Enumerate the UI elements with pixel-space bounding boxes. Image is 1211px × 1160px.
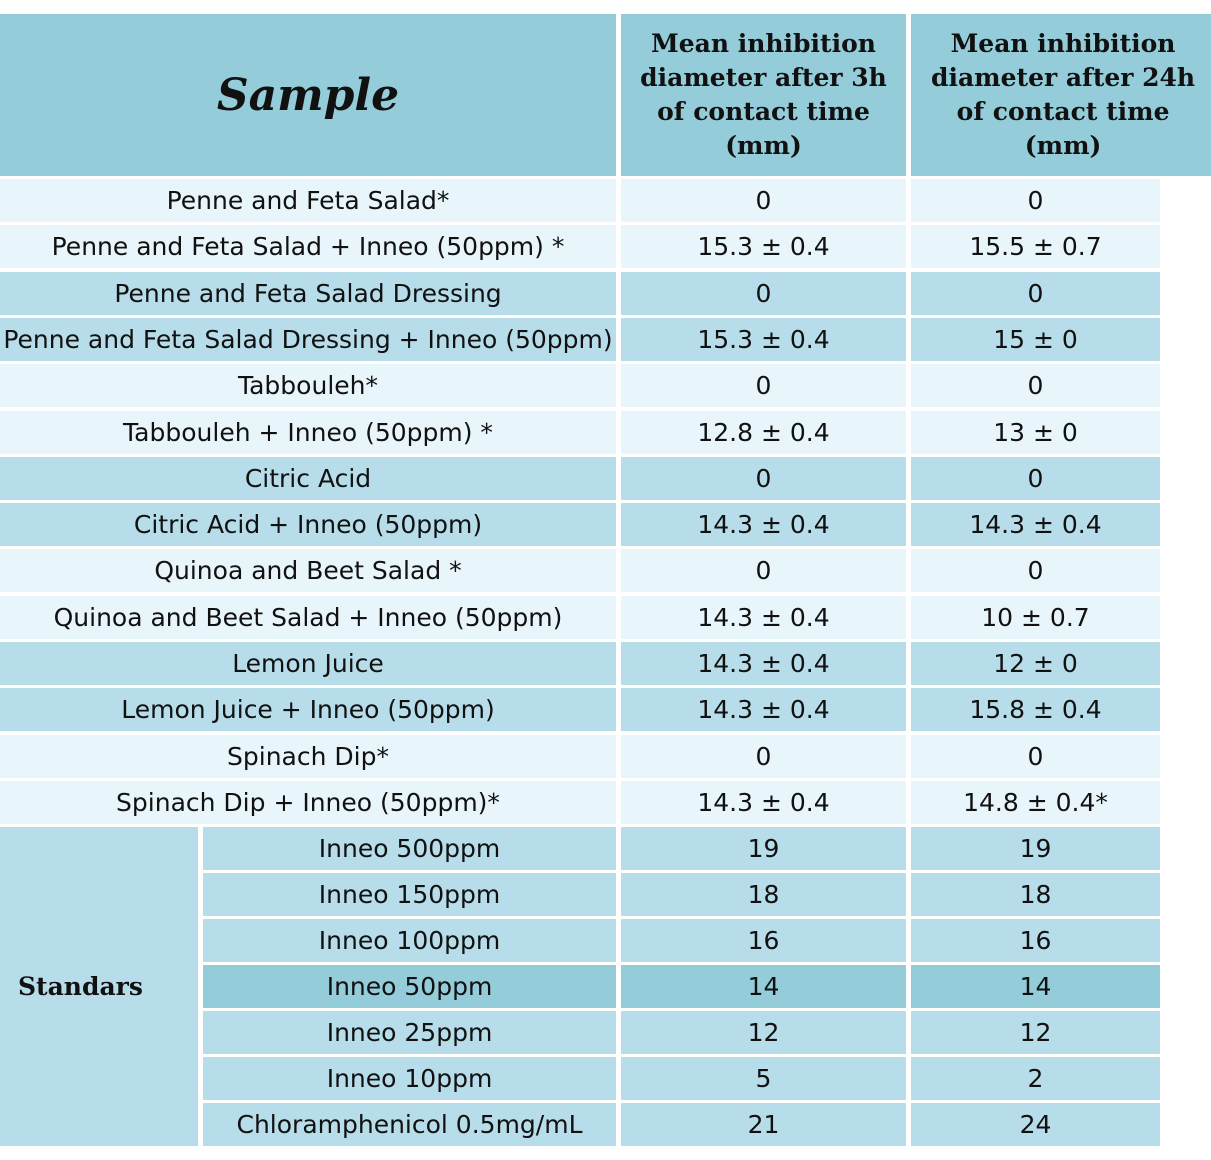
standard-24h-cell (911, 965, 1160, 1008)
inhibition-24h-cell (911, 642, 1160, 685)
inhibition-24h-cell (911, 364, 1160, 407)
sample-cell (0, 549, 616, 592)
standard-sample-cell (203, 1103, 616, 1146)
inhibition-24h-cell-text: 15.5 ± 0.7 (969, 232, 1102, 261)
standard-3h-cell-text: 18 (747, 880, 780, 909)
sample-cell (0, 364, 616, 407)
standard-sample-cell (203, 919, 616, 962)
inhibition-3h-column-header (621, 14, 906, 176)
sample-cell-text: Lemon Juice (232, 649, 384, 678)
standard-24h-cell-text: 12 (1019, 1018, 1052, 1047)
sample-cell (0, 225, 616, 268)
inhibition-3h-cell (621, 411, 906, 454)
standard-3h-cell (621, 1103, 906, 1146)
sample-cell-text: Citric Acid (244, 464, 372, 493)
inhibition-24h-cell (911, 457, 1160, 500)
standard-24h-cell-text: 14 (1019, 972, 1052, 1001)
standard-24h-cell-text: 24 (1019, 1110, 1052, 1139)
standard-24h-cell (911, 1103, 1160, 1146)
sample-cell-text: Citric Acid + Inneo (50ppm) (133, 510, 483, 539)
sample-cell-text: Penne and Feta Salad* (166, 186, 450, 215)
inhibition-3h-cell (621, 549, 906, 592)
sample-cell (0, 457, 616, 500)
inhibition-24h-cell (911, 503, 1160, 546)
sample-cell-text: Penne and Feta Salad Dressing (114, 279, 502, 308)
sample-header-label: Sample (216, 69, 400, 121)
standard-sample-cell-text: Inneo 100ppm (318, 926, 501, 955)
inhibition-24h-header-label: Mean inhibition diameter after 24h of contact time (mm) (931, 29, 1196, 160)
standard-sample-cell (203, 873, 616, 916)
inhibition-3h-header-label: Mean inhibition diameter after 3h of contact time (mm) (640, 29, 887, 160)
sample-cell-text: Penne and Feta Salad + Inneo (50ppm) * (51, 232, 565, 261)
inhibition-3h-cell (621, 179, 906, 222)
inhibition-24h-cell (911, 688, 1160, 731)
standard-3h-cell-text: 19 (747, 834, 780, 863)
inhibition-24h-cell-text: 10 ± 0.7 (981, 603, 1090, 632)
sample-cell-text: Spinach Dip* (227, 742, 389, 771)
sample-cell (0, 688, 616, 731)
inhibition-3h-cell-text: 14.3 ± 0.4 (697, 649, 830, 678)
inhibition-3h-cell (621, 596, 906, 639)
inhibition-3h-cell-text: 0 (755, 371, 772, 400)
inhibition-3h-cell-text: 12.8 ± 0.4 (697, 418, 830, 447)
sample-column-header (0, 14, 616, 176)
inhibition-24h-cell-text: 0 (1027, 742, 1044, 771)
inhibition-3h-cell-text: 14.3 ± 0.4 (697, 695, 830, 724)
inhibition-3h-cell-text: 0 (755, 556, 772, 585)
standard-24h-cell (911, 1011, 1160, 1054)
standard-3h-cell (621, 965, 906, 1008)
inhibition-3h-cell (621, 503, 906, 546)
standard-3h-cell-text: 5 (755, 1064, 772, 1093)
sample-cell-text: Quinoa and Beet Salad + Inneo (50ppm) (53, 603, 563, 632)
standard-3h-cell (621, 919, 906, 962)
inhibition-24h-cell (911, 735, 1160, 778)
inhibition-3h-cell (621, 735, 906, 778)
standard-sample-cell-text: Inneo 500ppm (318, 834, 501, 863)
inhibition-3h-cell-text: 0 (755, 464, 772, 493)
standard-3h-cell-text: 12 (747, 1018, 780, 1047)
standards-group-text: Standars (18, 972, 143, 1001)
standard-sample-cell-text: Inneo 10ppm (326, 1064, 493, 1093)
standard-sample-cell (203, 965, 616, 1008)
inhibition-24h-cell-text: 15 ± 0 (993, 325, 1078, 354)
standard-24h-cell-text: 16 (1019, 926, 1052, 955)
inhibition-24h-cell (911, 411, 1160, 454)
standard-3h-cell (621, 873, 906, 916)
standards-group-label (0, 827, 198, 1146)
sample-cell-text: Tabbouleh* (237, 371, 378, 400)
inhibition-24h-cell-text: 13 ± 0 (993, 418, 1078, 447)
sample-cell (0, 735, 616, 778)
inhibition-3h-cell (621, 457, 906, 500)
standard-24h-cell (911, 873, 1160, 916)
sample-cell (0, 642, 616, 685)
sample-cell (0, 411, 616, 454)
inhibition-3h-cell-text: 14.3 ± 0.4 (697, 788, 830, 817)
inhibition-3h-cell-text: 15.3 ± 0.4 (697, 232, 830, 261)
inhibition-3h-cell-text: 14.3 ± 0.4 (697, 603, 830, 632)
standard-sample-cell (203, 827, 616, 870)
inhibition-3h-cell (621, 225, 906, 268)
sample-cell (0, 272, 616, 315)
inhibition-3h-cell-text: 15.3 ± 0.4 (697, 325, 830, 354)
inhibition-24h-cell-text: 14.3 ± 0.4 (969, 510, 1102, 539)
inhibition-3h-cell (621, 781, 906, 824)
results-table (0, 14, 1196, 1145)
sample-cell (0, 318, 616, 361)
inhibition-3h-cell-text: 0 (755, 186, 772, 215)
inhibition-24h-cell-text: 0 (1027, 279, 1044, 308)
standard-3h-cell-text: 14 (747, 972, 780, 1001)
sample-cell-text: Quinoa and Beet Salad * (154, 556, 462, 585)
standard-3h-cell (621, 827, 906, 870)
standard-3h-cell (621, 1057, 906, 1100)
inhibition-24h-cell-text: 12 ± 0 (993, 649, 1078, 678)
inhibition-3h-cell (621, 364, 906, 407)
inhibition-24h-cell (911, 549, 1160, 592)
standard-3h-cell-text: 21 (747, 1110, 780, 1139)
sample-cell (0, 781, 616, 824)
inhibition-24h-column-header (911, 14, 1211, 176)
inhibition-3h-cell-text: 14.3 ± 0.4 (697, 510, 830, 539)
sample-cell (0, 503, 616, 546)
sample-cell-text: Spinach Dip + Inneo (50ppm)* (116, 788, 500, 817)
inhibition-24h-cell (911, 596, 1160, 639)
standard-24h-cell-text: 2 (1027, 1064, 1044, 1093)
inhibition-24h-cell-text: 0 (1027, 464, 1044, 493)
inhibition-24h-cell (911, 225, 1160, 268)
sample-cell-text: Penne and Feta Salad Dressing + Inneo (50ppm) (3, 325, 613, 354)
inhibition-24h-cell-text: 14.8 ± 0.4* (963, 788, 1108, 817)
inhibition-3h-cell (621, 318, 906, 361)
standard-24h-cell (911, 827, 1160, 870)
inhibition-24h-cell (911, 318, 1160, 361)
standard-sample-cell (203, 1057, 616, 1100)
standard-3h-cell (621, 1011, 906, 1054)
standard-24h-cell-text: 18 (1019, 880, 1052, 909)
standard-24h-cell-text: 19 (1019, 834, 1052, 863)
sample-cell (0, 596, 616, 639)
sample-cell-text: Tabbouleh + Inneo (50ppm) * (123, 418, 493, 447)
standard-sample-cell-text: Inneo 25ppm (326, 1018, 493, 1047)
inhibition-24h-cell-text: 0 (1027, 556, 1044, 585)
inhibition-24h-cell-text: 0 (1027, 371, 1044, 400)
inhibition-24h-cell (911, 272, 1160, 315)
standard-24h-cell (911, 1057, 1160, 1100)
standard-sample-cell-text: Inneo 150ppm (318, 880, 501, 909)
inhibition-3h-cell-text: 0 (755, 742, 772, 771)
standard-sample-cell-text: Chloramphenicol 0.5mg/mL (236, 1110, 583, 1139)
inhibition-3h-cell (621, 272, 906, 315)
sample-cell (0, 179, 616, 222)
sample-cell-text: Lemon Juice + Inneo (50ppm) (121, 695, 495, 724)
inhibition-3h-cell (621, 642, 906, 685)
standard-sample-cell-text: Inneo 50ppm (326, 972, 493, 1001)
inhibition-3h-cell (621, 688, 906, 731)
standard-3h-cell-text: 16 (747, 926, 780, 955)
standard-sample-cell (203, 1011, 616, 1054)
inhibition-24h-cell-text: 0 (1027, 186, 1044, 215)
inhibition-3h-cell-text: 0 (755, 279, 772, 308)
inhibition-24h-cell (911, 781, 1160, 824)
inhibition-24h-cell-text: 15.8 ± 0.4 (969, 695, 1102, 724)
standard-24h-cell (911, 919, 1160, 962)
inhibition-24h-cell (911, 179, 1160, 222)
